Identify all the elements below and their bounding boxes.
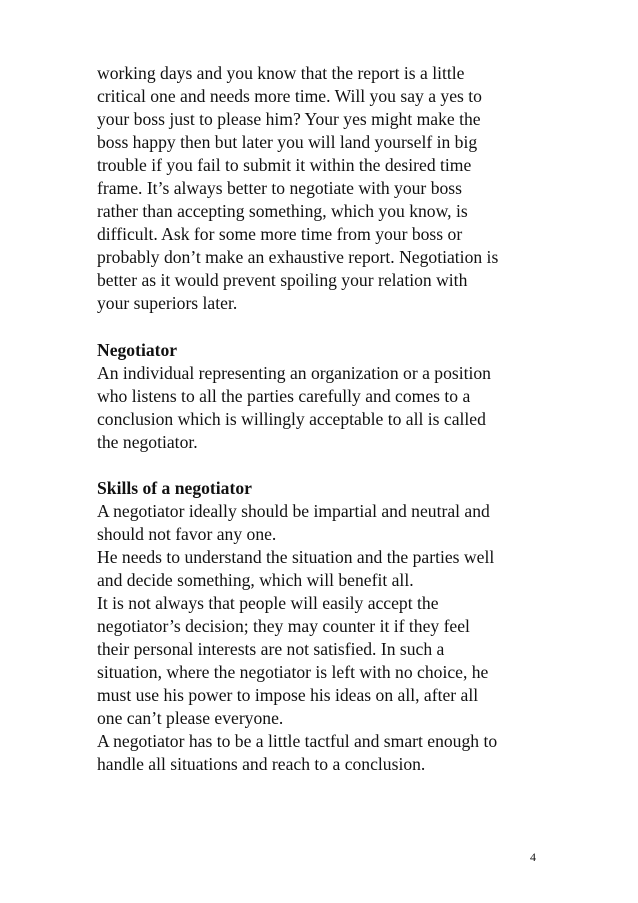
paragraph-line: boss happy then but later you will land yourself in big	[97, 132, 478, 153]
paragraph-line: probably don’t make an exhaustive report. Negotiation is	[97, 247, 499, 268]
paragraph-spacer	[97, 454, 567, 477]
paragraph-line: and decide something, which will benefit all.	[97, 570, 414, 591]
paragraph-line: An individual representing an organization or a position	[97, 362, 491, 383]
paragraph-line: It is not always that people will easily accept the	[97, 593, 439, 614]
skills-section	[97, 477, 567, 777]
section-heading: Skills of a negotiator	[97, 477, 252, 498]
body-text	[97, 62, 567, 776]
paragraph-line: negotiator’s decision; they may counter it if they feel	[97, 616, 470, 637]
paragraph-line: the negotiator.	[97, 431, 198, 452]
paragraph-line: one can’t please everyone.	[97, 708, 284, 729]
paragraph-line: better as it would prevent spoiling your relation with	[97, 270, 468, 291]
paragraph-line: should not favor any one.	[97, 523, 277, 544]
paragraph-line: He needs to understand the situation and the parties well	[97, 546, 495, 567]
paragraph-line: your superiors later.	[97, 293, 238, 314]
paragraph-line: handle all situations and reach to a conclusion.	[97, 754, 426, 775]
paragraph-line: conclusion which is willingly acceptable to all is called	[97, 408, 486, 429]
paragraph-line: working days and you know that the report is a little	[97, 63, 465, 83]
paragraph-line: A negotiator ideally should be impartial and neutral and	[97, 500, 490, 521]
paragraph-line: your boss just to please him? Your yes might make the	[97, 109, 481, 130]
intro-paragraph	[97, 62, 567, 316]
paragraph-line: A negotiator has to be a little tactful and smart enough to	[97, 731, 498, 752]
section-heading: Negotiator	[97, 339, 178, 360]
paragraph-line: who listens to all the parties carefully and comes to a	[97, 385, 471, 406]
paragraph-line: rather than accepting something, which you know, is	[97, 201, 468, 222]
paragraph-spacer	[97, 316, 567, 339]
paragraph-line: critical one and needs more time. Will you say a yes to	[97, 86, 482, 107]
page-number: 4	[530, 850, 536, 864]
paragraph-line: situation, where the negotiator is left with no choice, he	[97, 662, 489, 683]
paragraph-line: trouble if you fail to submit it within the desired time	[97, 155, 472, 176]
paragraph-line: their personal interests are not satisfied. In such a	[97, 639, 445, 660]
negotiator-section	[97, 339, 567, 454]
paragraph-line: must use his power to impose his ideas on all, after all	[97, 685, 479, 706]
paragraph-line: difficult. Ask for some more time from your boss or	[97, 224, 463, 245]
paragraph-line: frame. It’s always better to negotiate with your boss	[97, 178, 462, 199]
